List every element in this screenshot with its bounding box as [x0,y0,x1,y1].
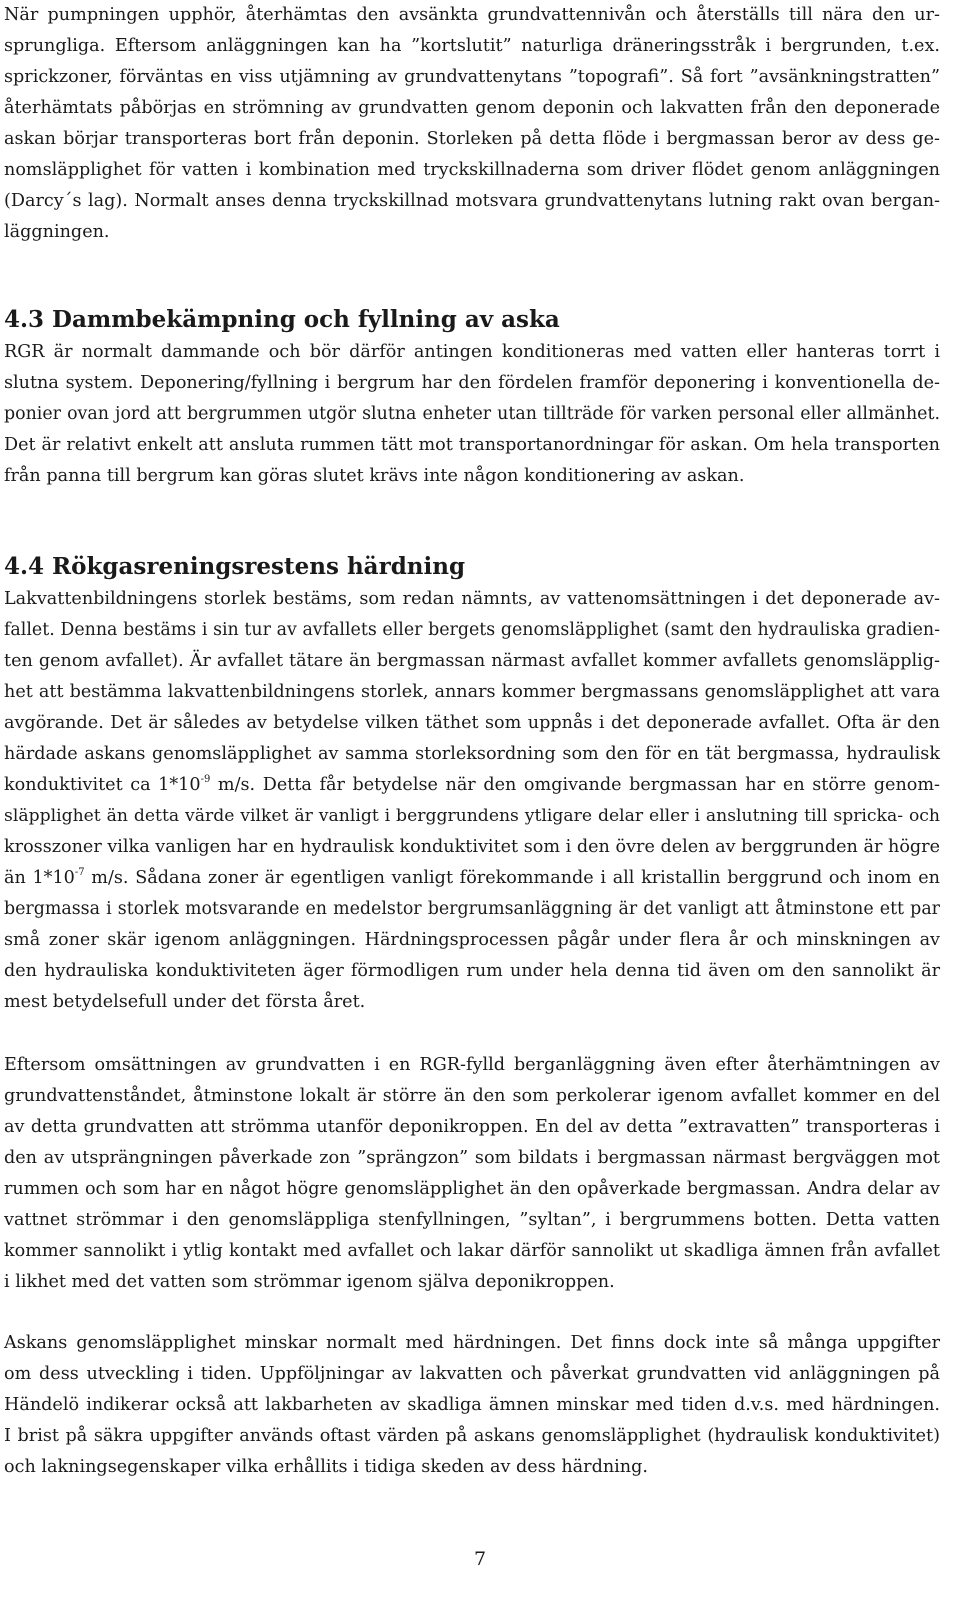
text-line: den av utsprängningen påverkade zon ”sprängzon” som bildats i bergmassan närmast bergväggen mot [4,1148,940,1168]
text-line: (Darcy´s lag). Normalt anses denna tryckskillnad motsvara grundvattenytans lutning rakt ovan bergan- [4,191,940,211]
intro-paragraph [4,0,940,248]
section-4-3-paragraph [4,337,940,492]
text-line: av detta grundvatten att strömma utanför deponikroppen. En del av detta ”extravatten” transporteras i [4,1117,940,1137]
text-line: nomsläpplighet för vatten i kombination med tryckskillnaderna som driver flödet genom anläggningen [4,160,940,180]
text-line: läggningen. [4,222,110,242]
text-line: Askans genomsläpplighet minskar normalt med härdningen. Det finns dock inte så många uppgifter [4,1333,940,1353]
text-line: RGR är normalt dammande och bör därför antingen konditioneras med vatten eller hanteras torrt i [4,342,940,362]
text-fragment: konduktivitet ca 1*10 [4,775,201,795]
text-line-with-exponent [4,863,940,894]
paragraph-extravatten [4,1050,940,1298]
text-line: Lakvattenbildningens storlek bestäms, som redan nämnts, av vattenomsättningen i det deponerade av- [4,589,940,609]
text-line: i likhet med det vatten som strömmar igenom själva deponikroppen. [4,1272,615,1292]
text-line: kommer sannolikt i ytlig kontakt med avfallet och lakar därför sannolikt ut skadliga ämnen från avfallet [4,1241,940,1261]
text-line: bergmassa i storlek motsvarande en medelstor bergrumsanläggning är det vanligt att åtminstone ett par [4,899,940,919]
text-line: sprickzoner, förväntas en viss utjämning av grundvattenytans ”topografi”. Så fort ”avsänkningstratten” [4,67,940,87]
text-line: sprungliga. Eftersom anläggningen kan ha ”kortslutit” naturliga dräneringsstråk i bergrunden, t.ex. [4,36,940,56]
text-line: mest betydelsefull under det första året. [4,992,366,1012]
text-line: het att bestämma lakvattenbildningens storlek, annars kommer bergmassans genomsläpplighet att vara [4,682,940,702]
text-line: den hydrauliska konduktiviteten äger förmodligen rum under hela denna tid även om den sannolikt är [4,961,940,981]
section-heading-4-4: 4.4 Rökgasreningsrestens härdning [4,553,466,580]
text-line: När pumpningen upphör, återhämtas den avsänkta grundvattennivån och återställs till nära den ur- [4,5,940,25]
text-fragment: m/s. Sådana zoner är egentligen vanligt förekommande i all kristallin berggrund och inom en [84,868,940,888]
text-line: om dess utveckling i tiden. Uppföljningar av lakvatten och påverkat grundvatten vid anläggningen på [4,1364,940,1384]
text-line: vattnet strömmar i den genomsläppliga stenfyllningen, ”syltan”, i bergrummens botten. Detta vatten [4,1210,940,1230]
text-line: rummen och som har en något högre genomsläpplighet än den opåverkade bergmassan. Andra delar av [4,1179,940,1199]
text-line: krosszoner vilka vanligen har en hydraulisk konduktivitet som i den övre delen av berggrunden är högre [4,837,940,857]
text-line: små zoner skär igenom anläggningen. Härdningsprocessen pågår under flera år och minskningen av [4,930,940,950]
section-heading-4-3: 4.3 Dammbekämpning och fyllning av aska [4,306,560,333]
text-line: fallet. Denna bestäms i sin tur av avfallets eller bergets genomsläpplighet (samt den hydrauliska gradien- [4,620,940,640]
text-line: I brist på säkra uppgifter används oftast värden på askans genomsläpplighet (hydraulisk konduktivitet) [4,1426,940,1446]
text-line-with-exponent [4,770,940,801]
text-line: askan börjar transporteras bort från deponin. Storleken på detta flöde i bergmassan beror av dess ge- [4,129,940,149]
text-line: återhämtats påbörjas en strömning av grundvatten genom deponin och lakvatten från den deponerade [4,98,940,118]
text-line: Eftersom omsättningen av grundvatten i en RGR-fylld berganläggning även efter återhämtningen av [4,1055,940,1075]
page-number: 7 [473,1548,487,1570]
text-fragment: än 1*10 [4,868,75,888]
text-line: och lakningsegenskaper vilka erhållits i tidiga skeden av dess härdning. [4,1457,648,1477]
text-line: grundvattenståndet, åtminstone lokalt är större än den som perkolerar igenom avfallet kommer en del [4,1086,940,1106]
text-line: ponier ovan jord att bergrummen utgör slutna enheter utan tillträde för varken personal eller allmänhet. [4,404,940,424]
section-4-4-paragraph [4,584,940,1018]
paragraph-genomslapplighet [4,1328,940,1483]
text-line: släpplighet än detta värde vilket är vanligt i berggrundens ytligare delar eller i anslutning till spricka- och [4,806,940,826]
exponent: -9 [200,774,211,786]
text-line: från panna till bergrum kan göras slutet krävs inte någon konditionering av askan. [4,466,745,486]
text-line: Händelö indikerar också att lakbarheten av skadliga ämnen minskar med tiden d.v.s. med härdningen. [4,1395,940,1415]
text-fragment: m/s. Detta får betydelse när den omgivande bergmassan har en större genom- [210,775,940,795]
text-line: avgörande. Det är således av betydelse vilken täthet som uppnås i det deponerade avfallet. Ofta är den [4,713,940,733]
text-line: Det är relativt enkelt att ansluta rummen tätt mot transportanordningar för askan. Om hela transporten [4,435,940,455]
text-line: slutna system. Deponering/fyllning i bergrum har den fördelen framför deponering i konventionella de- [4,373,940,393]
text-line: härdade askans genomsläpplighet av samma storleksordning som den för en tät bergmassa, hydraulisk [4,744,940,764]
exponent: -7 [74,867,85,879]
text-line: ten genom avfallet). Är avfallet tätare än bergmassan närmast avfallet kommer avfallets genomsläpplig- [4,651,940,671]
